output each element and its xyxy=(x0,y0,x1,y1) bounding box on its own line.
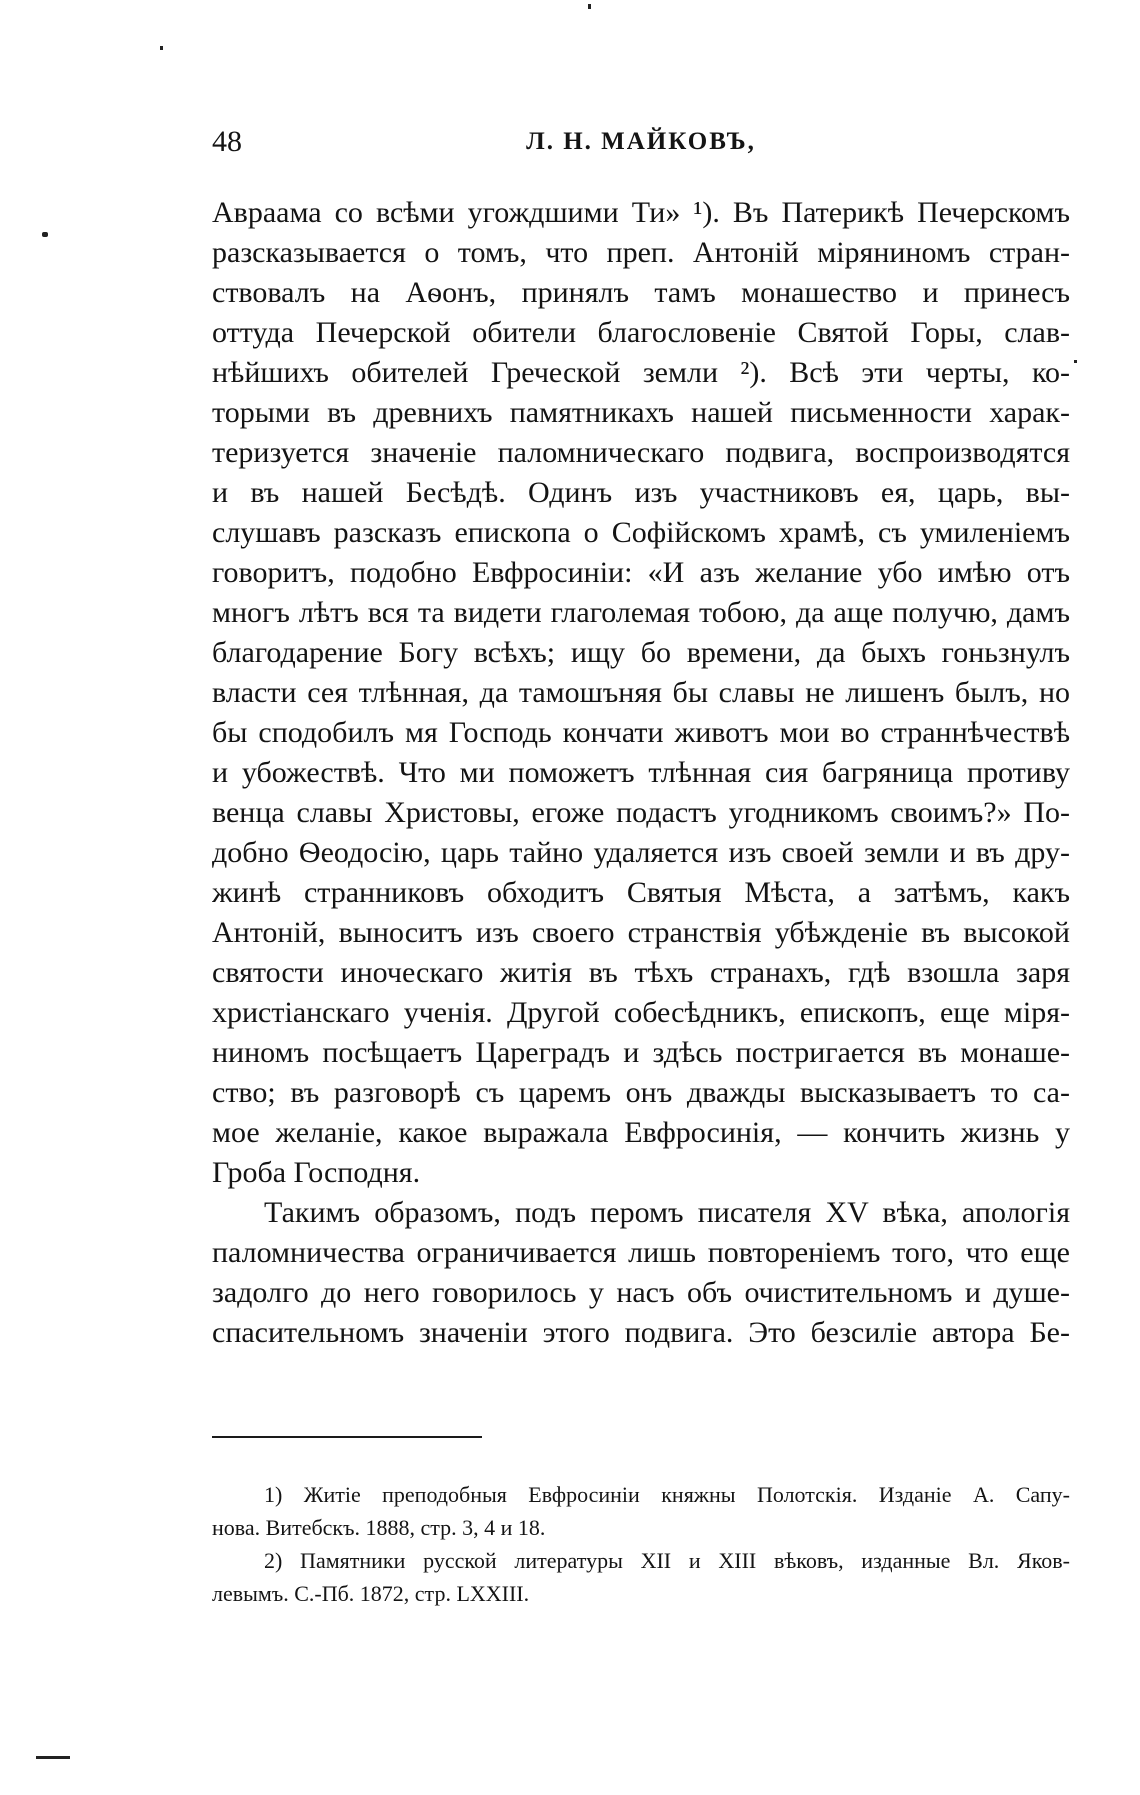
scan-speck xyxy=(1074,360,1077,363)
text-line: теризуется значеніе паломническаго подвига, воспроизводятся xyxy=(212,436,1070,469)
scan-speck xyxy=(588,4,591,9)
paragraph-first-line: Такимъ образомъ, подъ перомъ писателя XV вѣка, апологія xyxy=(264,1196,1070,1229)
text-line: и убожествѣ. Что ми поможетъ тлѣнная сия багряница противу xyxy=(212,756,1070,789)
footnote-1-continuation: нова. Витебскъ. 1888, стр. 3, 4 и 18. xyxy=(212,1515,546,1540)
scan-mark xyxy=(36,1756,70,1759)
text-line: нѣйшихъ обителей Греческой земли ²). Всѣ эти черты, ко- xyxy=(212,356,1070,389)
text-line: оттуда Печерской обители благословеніе Святой Горы, слав- xyxy=(212,316,1070,349)
text-line: святости иноческаго житія въ тѣхъ странахъ, гдѣ взошла заря xyxy=(212,956,1070,989)
text-line: Авраама со всѣми угождшими Ти» ¹). Въ Патерикѣ Печерскомъ xyxy=(212,196,1070,229)
paragraph-last-line: Гроба Господня. xyxy=(212,1156,421,1189)
text-line: мое желаніе, какое выражала Евфросинія, — кончить жизнь у xyxy=(212,1116,1070,1149)
text-line: разсказывается о томъ, что преп. Антоній міряниномъ стран- xyxy=(212,236,1070,269)
text-line: слушавъ разсказъ епископа о Софійскомъ храмѣ, съ умиленіемъ xyxy=(212,516,1070,549)
running-head xyxy=(212,122,1070,162)
text-line: и въ нашей Бесѣдѣ. Одинъ изъ участниковъ ея, царь, вы- xyxy=(212,476,1070,509)
text-line: жинѣ странниковъ обходитъ Святыя Мѣста, а затѣмъ, какъ xyxy=(212,876,1070,909)
body-text xyxy=(212,193,1070,1353)
text-line: благодарение Богу всѣхъ; ищу бо времени, да быхъ гоньзнулъ xyxy=(212,636,1070,669)
scan-speck xyxy=(160,46,163,50)
footnote-2: 2) Памятники русской литературы XII и XIII вѣковъ, изданные Вл. Яков- xyxy=(264,1548,1070,1573)
text-line: многъ лѣтъ вся та видети глаголемая тобою, да аще получю, дамъ xyxy=(212,596,1070,629)
text-line: говоритъ, подобно Евфросиніи: «И азъ желание убо имѣю отъ xyxy=(212,556,1070,589)
page-number: 48 xyxy=(212,125,242,158)
text-line: задолго до него говорилось у насъ объ очистительномъ и душе- xyxy=(212,1276,1070,1309)
text-line: бы сподобилъ мя Господь кончати животъ мои во страннѣчествѣ xyxy=(212,716,1070,749)
running-head-author: Л. Н. МАЙКОВЪ, xyxy=(526,128,756,155)
text-line: торыми въ древнихъ памятникахъ нашей письменности харак- xyxy=(212,396,1070,429)
footnote-1: 1) Житіе преподобныя Евфросиніи княжны Полотскія. Изданіе А. Сапу- xyxy=(264,1482,1070,1507)
text-line: добно Ѳеодосію, царь тайно удаляется изъ своей земли и въ дру- xyxy=(212,836,1070,869)
text-line: спасительномъ значеніи этого подвига. Это безсиліе автора Бе- xyxy=(212,1316,1070,1349)
footnote-2-continuation: левымъ. С.-Пб. 1872, стр. LXXIII. xyxy=(212,1581,530,1606)
text-line: власти сея тлѣнная, да тамошъняя бы славы не лишенъ былъ, но xyxy=(212,676,1070,709)
footnotes xyxy=(212,1478,1070,1610)
text-line: паломничества ограничивается лишь повтореніемъ того, что еще xyxy=(212,1236,1070,1269)
scan-speck xyxy=(42,232,48,237)
text-line: ство; въ разговорѣ съ царемъ онъ дважды высказываетъ то са- xyxy=(212,1076,1070,1109)
text-line: христіанскаго ученія. Другой собесѣдникъ, епископъ, еще міря- xyxy=(212,996,1070,1029)
text-line: ствовалъ на Аѳонъ, принялъ тамъ монашество и принесъ xyxy=(212,276,1070,309)
footnote-separator xyxy=(212,1436,482,1438)
text-line: Антоній, выноситъ изъ своего странствія убѣжденіе въ высокой xyxy=(212,916,1070,949)
text-line: ниномъ посѣщаетъ Цареградъ и здѣсь постригается въ монаше- xyxy=(212,1036,1070,1069)
text-line: венца славы Христовы, егоже подастъ угодникомъ своимъ?» По- xyxy=(212,796,1070,829)
